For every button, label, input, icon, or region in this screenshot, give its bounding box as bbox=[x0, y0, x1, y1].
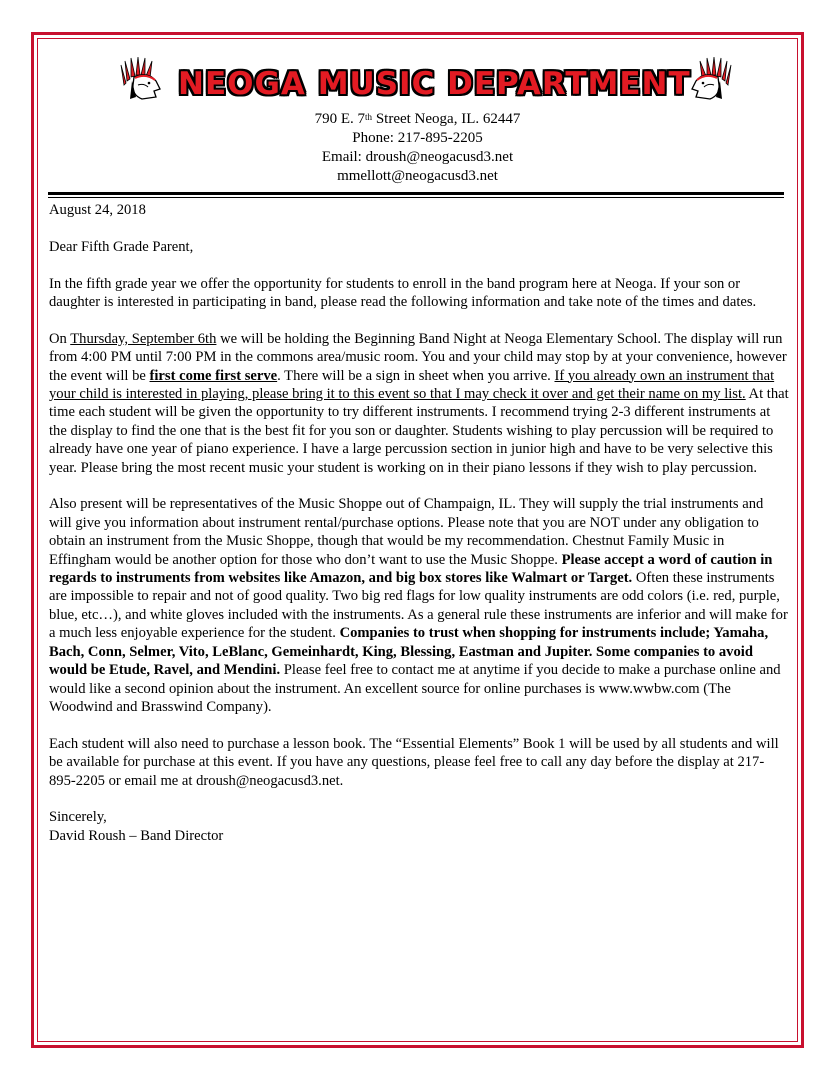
caution-notice: Please accept a word of caution in regards to instruments from websites like Amazon, and big box stores like Walmart or Target. bbox=[49, 551, 773, 587]
address-street-rest: Street Neoga, IL. 62447 bbox=[372, 111, 521, 127]
music-shoppe-text: Please feel free to contact me at anytime if you decide to make a purchase online and would like a second opinion about the instrument. An excellent source for online purchases is www.wwbw.com (The Woodwind and Brasswind Company). bbox=[49, 662, 781, 715]
letter-salutation: Dear Fifth Grade Parent, bbox=[49, 238, 194, 255]
email-line-secondary: mmellott@neogacusd3.net bbox=[337, 168, 498, 184]
letter-date: August 24, 2018 bbox=[49, 202, 146, 218]
paragraph-intro: In the fifth grade year we offer the opportunity for students to enroll in the band program here at Neoga. If your son or daughter is interested in participating in band, please read the following information and take note of the times and dates. bbox=[49, 275, 757, 310]
paragraph-band-night bbox=[49, 330, 789, 477]
header-divider bbox=[48, 192, 784, 195]
own-instrument-notice: If you already own an instrument that your child is interested in playing, please bring it to this event so that I may check it over and get their name on my list. bbox=[49, 367, 775, 403]
band-night-text: we will be holding the Beginning Band Night at Neoga Elementary School. The display will run from 4:00 PM until 7:00 PM in the commons area/music room. You and your child may stop by at your convenience, however the event will be bbox=[49, 330, 787, 384]
band-night-text: On bbox=[49, 330, 71, 347]
music-shoppe-text: Also present will be representatives of the Music Shoppe out of Champaign, IL. They will supply the trial instruments and will give you information about instrument rental/purchase options. Please note that you are NOT under any obligation to obtain an instrument from the Music Shoppe, though that would be my recommendation. Chestnut Family Music in Effingham would be another option for those who don’t want to use the Music Shoppe. bbox=[49, 496, 764, 568]
paragraph-music-shoppe bbox=[49, 495, 789, 716]
address-line bbox=[0, 110, 835, 129]
letter-signature: David Roush – Band Director bbox=[49, 827, 224, 844]
header-divider-thin bbox=[48, 197, 784, 198]
event-date: Thursday, September 6th bbox=[70, 330, 217, 347]
address-ordinal-suffix: th bbox=[365, 112, 373, 122]
email-line: Email: droush@neogacusd3.net bbox=[321, 149, 514, 165]
letter-closing: Sincerely, bbox=[49, 809, 107, 826]
department-title: NEOGA MUSIC DEPARTMENT bbox=[178, 66, 691, 102]
band-night-text: . There will be a sign in sheet when you arrive. bbox=[277, 367, 555, 384]
phone-line: Phone: 217-895-2205 bbox=[352, 130, 483, 146]
indian-head-logo-icon bbox=[118, 55, 170, 101]
band-night-text: At that time each student will be given the opportunity to try different instruments. I recommend trying 2-3 different instruments at the display to find the one that is the best fit for you son or daughter. Students wishing to play percussion will be required to already have one year of piano experience. I have a large percussion section in junior high and have to be very selective this year. Please bring the most recent music your student is working on in their piano lessons if they wish to play percussion. bbox=[49, 386, 789, 476]
letter-body bbox=[49, 201, 789, 845]
music-shoppe-text: Often these instruments are impossible to repair and not of good quality. Two big red flags for low quality instruments are odd colors (i.e. red, purple, blue, etc…), and white gloves included with the instruments. As a general rule these instruments are inferior and will make for a much less enjoyable experience for the student. bbox=[49, 570, 788, 642]
trusted-companies-notice: Companies to trust when shopping for instruments include; Yamaha, Bach, Conn, Selmer, Vito, LeBlanc, Gemeinhardt, King, Blessing, Eastman and Jupiter. Some companies to avoid would be Etude, Ravel, and Mendini. bbox=[49, 625, 769, 679]
address-street-number: 790 E. 7 bbox=[314, 111, 366, 127]
first-come-notice: first come first serve bbox=[149, 367, 278, 384]
paragraph-lesson-book: Each student will also need to purchase a lesson book. The “Essential Elements” Book 1 will be used by all students and will be available for purchase at this event. If you have any questions, please feel free to call any day before the display at 217-895-2205 or email me at droush@neogacusd3.net. bbox=[49, 735, 779, 789]
